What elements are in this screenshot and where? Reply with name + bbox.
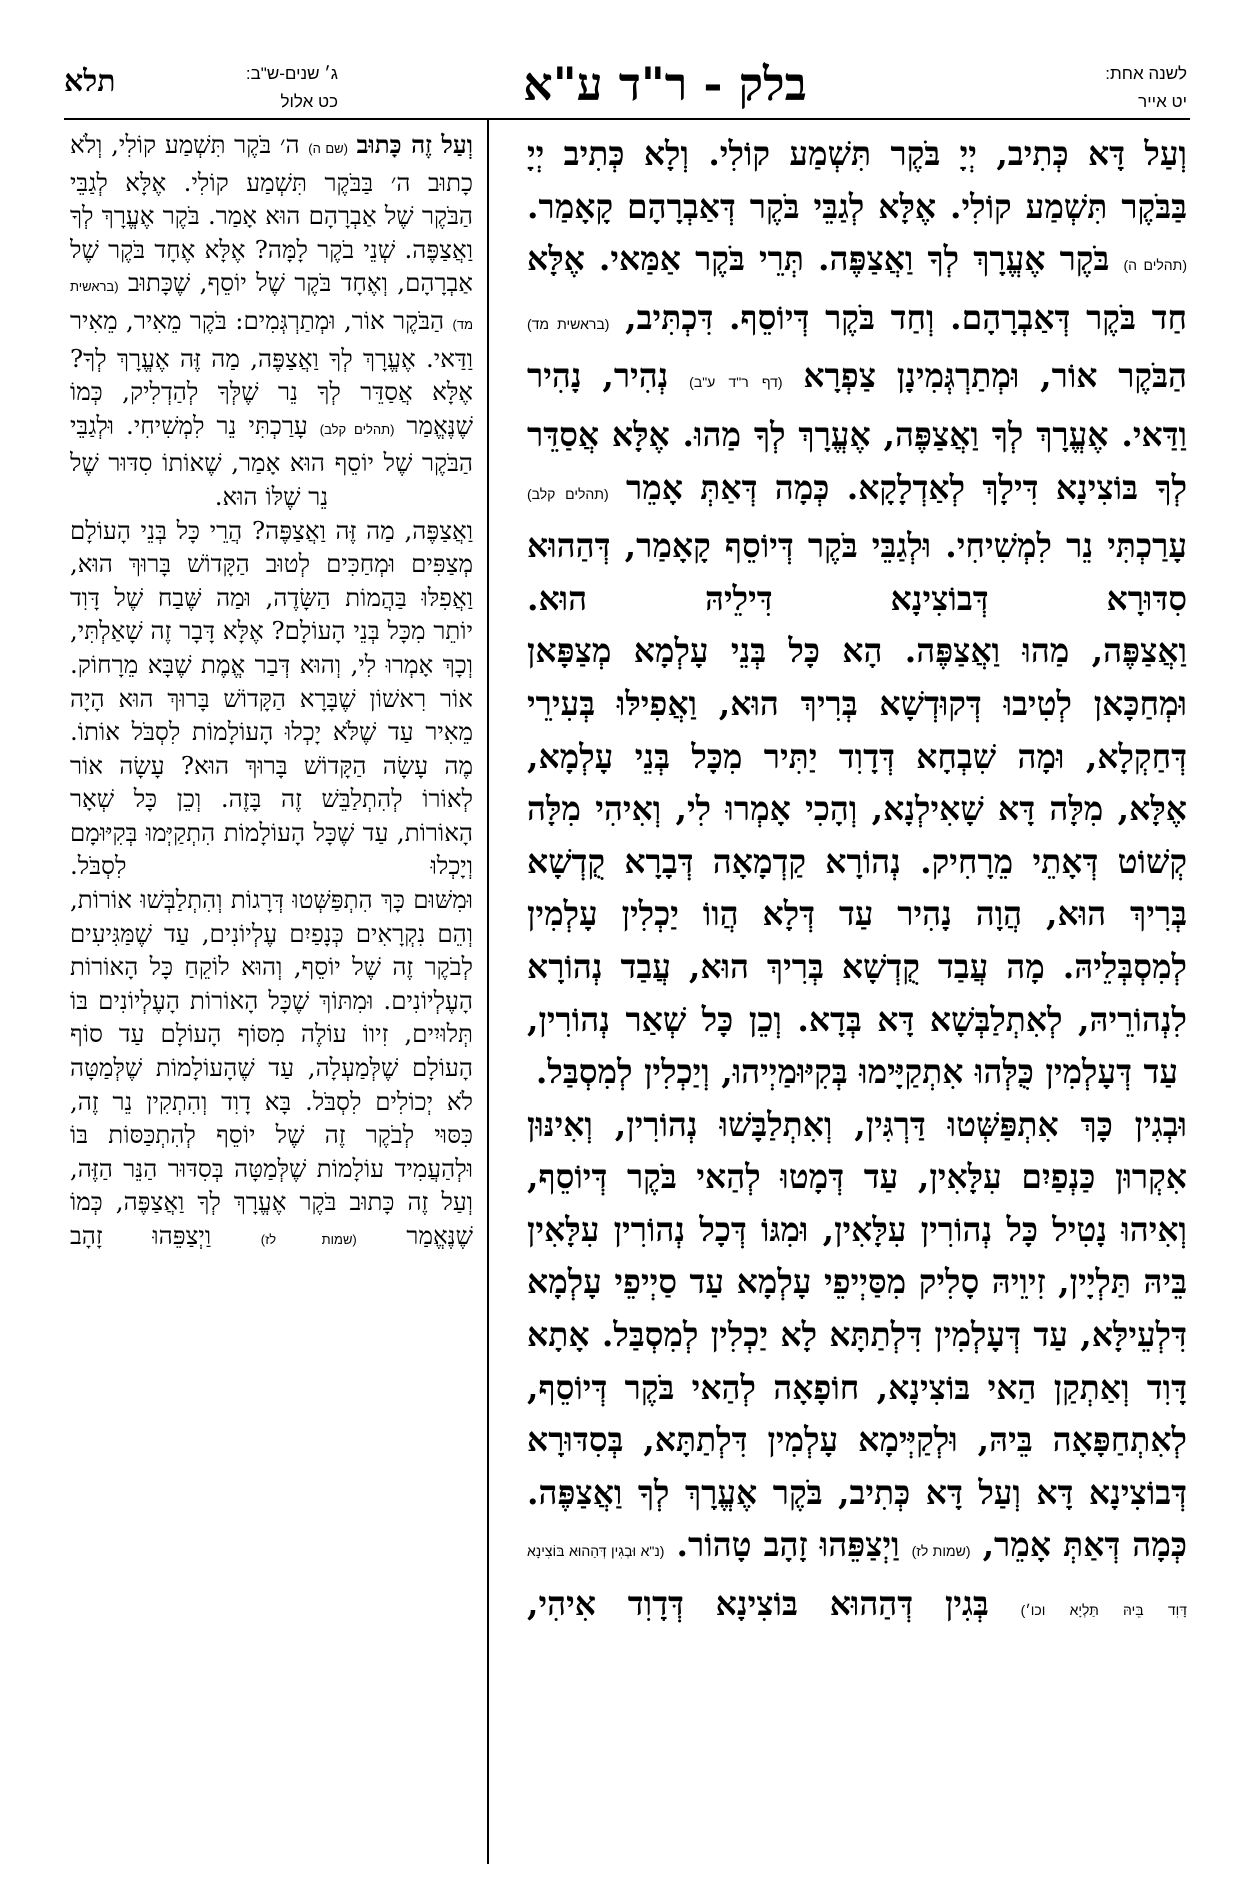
schedule-three-year-label: ג׳ שנים-ש"ב: (245, 64, 338, 83)
page-title: בלק - ר"ד ע"א (523, 57, 807, 111)
source-reference: (שם ה) (308, 141, 348, 156)
commentary-paragraph: וּמִשּׁוּם כָּךְ הִתְפַּשְּׁטוּ דְּרָגוֹת וְהִתְלַבְּשׁוּ אוֹרוֹת, וְהֵם נִקְרָאִים כְּנָפַיִם עֶלְיוֹנִים, עַד שֶׁמַּגִּיעִים לְבֹקֶר זֶה שֶׁל יוֹסֵף, וְהוּא לוֹקֵחַ כָּל הָאוֹרוֹת הָעֶלְיוֹנִים. וּמִתּוֹךְ שֶׁכָּל הָאוֹרוֹת הָעֶלְיוֹנִים בּוֹ תְּלוּיִים, זִיווֹ עוֹלֶה מִסּוֹף הָעוֹלָם עַד סוֹף הָעוֹלָם שֶׁלְּמַעְלָה, עַד שֶׁהָעוֹלָמוֹת שֶׁלְּמַטָּה לֹא יְכוֹלִים לִסְבֹּל. בָּא דָוִד וְהִתְקִין נֵר זֶה, כִּסּוּי לְבֹקֶר זֶה שֶׁל יוֹסֵף לְהִתְכַּסּוֹת בּוֹ וּלְהַעֲמִיד עוֹלָמוֹת שֶׁלְּמַטָּה בְּסִדּוּר הַנֵּר הַזֶּה, וְעַל זֶה כָּתוּב בֹּקֶר אֶעֱרָךְ לְךָ וַאֲצַפֶּה, כְּמוֹ שֶׁנֶּאֱמַר (שמות לז) וַיְצַפֵּהוּ זָהָב (70, 885, 473, 1250)
main-paragraph: וְעַל דָּא כְּתִיב, יְיָ בֹּקֶר תִּשְׁמַע קוֹלִי. וְלָא כְּתִיב יְיָ בַּבֹּקֶר תִּשְׁמַע קוֹלִי. אֶלָּא לְגַבֵּי בֹּקֶר דְּאַבְרָהָם קָאָמַר. (תהלים ה) בֹּקֶר אֶעֱרָךְ לְךָ וַאֲצַפֶּה. תְּרֵי בֹּקֶר אַמַּאי. אֶלָּא חַד בֹּקֶר דְּאַבְרָהָם. וְחַד בֹּקֶר דְּיוֹסֵף. דִּכְתִּיב, (בראשית מד) הַבֹּקֶר אוֹר, וּמְתַרְגְּמִינָן צַפְרָא (דף ר"ד ע"ב) נְהִיר, נָהִיר וַדַּאי. אֶעֱרָךְ לְךָ וַאֲצַפֶּה, אֶעֱרָךְ לְךָ מַהוּ. אֶלָּא אֲסַדֵּר לְךָ בּוֹצִינָא דִּילָךְ לְאַדְלָקָא. כְּמָה דְּאַתְּ אָמֵר (תהלים קלב) עָרַכְתִּי נֵר לִמְשִׁיחִי. וּלְגַבֵּי בֹּקֶר דְּיוֹסֵף קָאָמַר, דְּהַהוּא סִדּוּרָא דְּבוֹצִינָא דִּילֵיהּ הוּא. (527, 134, 1187, 618)
header-schedule-one-year (987, 60, 1187, 116)
schedule-three-year-date: כט אלול (280, 92, 338, 111)
source-reference: (תהלים קלב) (319, 421, 395, 437)
source-reference: (בראשית מד) (70, 279, 473, 332)
source-reference: (שמות לז) (911, 1543, 971, 1560)
page-number: תלא (64, 64, 116, 99)
commentary-column-hebrew (70, 128, 473, 1866)
header-schedule-three-year (158, 60, 338, 116)
commentary-paragraph: וְעַל זֶה כָּתוּב (שם ה) ה׳ בֹּקֶר תִּשְׁמַע קוֹלִי, וְלֹא כָתוּב ה׳ בַּבֹּקֶר תִּשְׁמַע קוֹלִי. אֶלָּא לְגַבֵּי הַבֹּקֶר שֶׁל אַבְרָהָם הוּא אָמַר. בֹּקֶר אֶעֱרָךְ לְךָ וַאֲצַפֶּה. שְׁנֵי בֹקֶר לָמָּה? אֶלָּא אֶחָד בֹּקֶר שֶׁל אַבְרָהָם, וְאֶחָד בֹּקֶר שֶׁל יוֹסֵף, שֶׁכָּתוּב (בראשית מד) הַבֹּקֶר אוֹר, וּמְתַרְגְּמִים: בֹּקֶר מֵאִיר, מֵאִיר וַדַּאי. אֶעֱרָךְ לְךָ וַאֲצַפֶּה, מַה זֶּה אֶעֱרָךְ לְךָ? אֶלָּא אֲסַדֵּר לְךָ נֵר שֶׁלְּךָ לְהַדְלִיק, כְּמוֹ שֶׁנֶּאֱמַר (תהלים קלב) עָרַכְתִּי נֵר לִמְשִׁיחִי. וּלְגַבֵּי הַבֹּקֶר שֶׁל יוֹסֵף הוּא אָמַר, שֶׁאוֹתוֹ סִדּוּר שֶׁל נֵר שֶׁלּוֹ הוּא. (70, 130, 473, 511)
main-paragraph: וַאֲצַפֶּה, מַהוּ וַאֲצַפֶּה. הָא כָּל בְּנֵי עָלְמָא מְצַפָּאן וּמְחַכָּאן לְטִיבוּ דְּקוּדְשָׁא בְּרִיךְ הוּא, וַאֲפִילּוּ בְּעִירֵי דְּחַקְלָא, וּמָה שִׁבְחָא דְּדָוִד יַתִּיר מִכָּל בְּנֵי עָלְמָא, אֶלָּא, מִלָּה דָּא שָׁאִילְנָא, וְהָכִי אָמְרוּ לִי, וְאִיהִי מִלָּה קְשׁוֹט דְּאָתֵי מֵרָחִיק. נְהוֹרָא קַדְמָאָה דְּבָרָא קֻדְשָׁא בְּרִיךְ הוּא, הֲוָה נָהִיר עַד דְּלָא הֲווֹ יַכְלִין עָלְמִין לְמִסְבְּלֵיהּ. מָה עֲבַד קֻדְשָׁא בְּרִיךְ הוּא, עֲבַד נְהוֹרָא לִנְהוֹרֵיהּ, לְאִתְלַבְּשָׁא דָּא בְּדָא. וְכֵן כָּל שְׁאַר נְהוֹרִין, עַד דְּעָלְמִין כֻּלְּהוּ אִתְקַיָּימוּ בְּקִיּוּמַיְיהוּ, וְיַכְלִין לְמִסְבַּל. (527, 631, 1187, 1092)
variant-reading-note: (נ"א וּבְגִין דְּהַהוּא בּוֹצִינָא דָּוִד בֵּיהּ תַּלְיָא וכו׳) (527, 1543, 1187, 1619)
source-reference: (תהלים קלב) (527, 485, 609, 502)
schedule-one-year-label: לשנה אחת: (1105, 64, 1187, 83)
main-paragraph: וּבְגִין כָּךְ אִתְפַּשְּׁטוּ דַּרְגִּין, וְאִתְלַבָּשׁוּ נְהוֹרִין, וְאִינּוּן אִקְרוּן כַּנְפַיִם עִלָּאִין, עַד דְּמָטוּ לְהַאי בֹּקֶר דְּיוֹסֵף, וְאִיהוּ נָטִיל כָּל נְהוֹרִין עִלָּאִין, וּמִגּוֹ דְּכָל נְהוֹרִין עִלָּאִין בֵּיהּ תַּלְיָין, זִיוֵיהּ סָלִיק מִסַּיְיפֵי עָלְמָא עַד סַיְיפֵי עָלְמָא דִּלְעֵילָּא, עַד דְּעָלְמִין דִּלְתַתָּא לָא יַכְלִין לְמִסְבַּל. אָתָא דָּוִד וְאַתְקַן הַאי בּוֹצִינָא, חוֹפָאָה לְהַאי בֹּקֶר דְּיוֹסֵף, לְאִתְחַפָּאָה בֵּיהּ, וּלְקַיְּימָא עָלְמִין דִּלְתַתָּא, בְּסִדּוּרָא דְּבוֹצִינָא דָּא וְעַל דָּא כְּתִיב, בֹּקֶר אֶעֱרָךְ לְךָ וַאֲצַפֶּה. כְּמָה דְּאַתְּ אָמֵר, (שמות לז) וַיְצַפֵּהוּ זָהָב טָהוֹר. (נ"א וּבְגִין דְּהַהוּא בּוֹצִינָא דָּוִד בֵּיהּ תַּלְיָא וכו׳) בְּגִין דְּהַהוּא בּוֹצִינָא דְּדָוִד אִיהִי, (527, 1104, 1187, 1624)
source-reference: (שמות לז) (260, 1232, 357, 1247)
column-divider (487, 118, 489, 1864)
source-reference: (תהלים ה) (1123, 257, 1187, 274)
main-column-aramaic (527, 128, 1187, 1866)
source-reference: (בראשית מד) (527, 315, 610, 332)
page-reference: (דף ר"ד ע"ב) (689, 374, 783, 391)
header-divider (64, 118, 1190, 120)
commentary-paragraph: וַאֲצַפֶּה, מַה זֶּה וַאֲצַפֶּה? הֲרֵי כָּל בְּנֵי הָעוֹלָם מְצַפִּים וּמְחַכִּים לְטוּב הַקָּדוֹשׁ בָּרוּךְ הוּא, וַאֲפִלּוּ בַּהֲמוֹת הַשָּׂדֶה, וּמַה שֶּׁבַח שֶׁל דָּוִד יוֹתֵר מִכָּל בְּנֵי הָעוֹלָם? אֶלָּא דָּבָר זֶה שָׁאַלְתִּי, וְכָךְ אָמְרוּ לִי, וְהוּא דְּבַר אֱמֶת שֶׁבָּא מֵרָחוֹק. אוֹר רִאשׁוֹן שֶׁבָּרָא הַקָּדוֹשׁ בָּרוּךְ הוּא הָיָה מֵאִיר עַד שֶׁלֹּא יָכְלוּ הָעוֹלָמוֹת לִסְבֹּל אוֹתוֹ. מֶה עָשָׂה הַקָּדוֹשׁ בָּרוּךְ הוּא? עָשָׂה אוֹר לְאוֹרוֹ לְהִתְלַבֵּשׁ זֶה בָּזֶה. וְכֵן כָּל שְׁאָר הָאוֹרוֹת, עַד שֶׁכָּל הָעוֹלָמוֹת הִתְקַיְּמוּ בְּקִיּוּמָם וְיָכְלוּ לִסְבֹּל. (70, 515, 473, 881)
schedule-one-year-date: יט אייר (1138, 92, 1187, 111)
